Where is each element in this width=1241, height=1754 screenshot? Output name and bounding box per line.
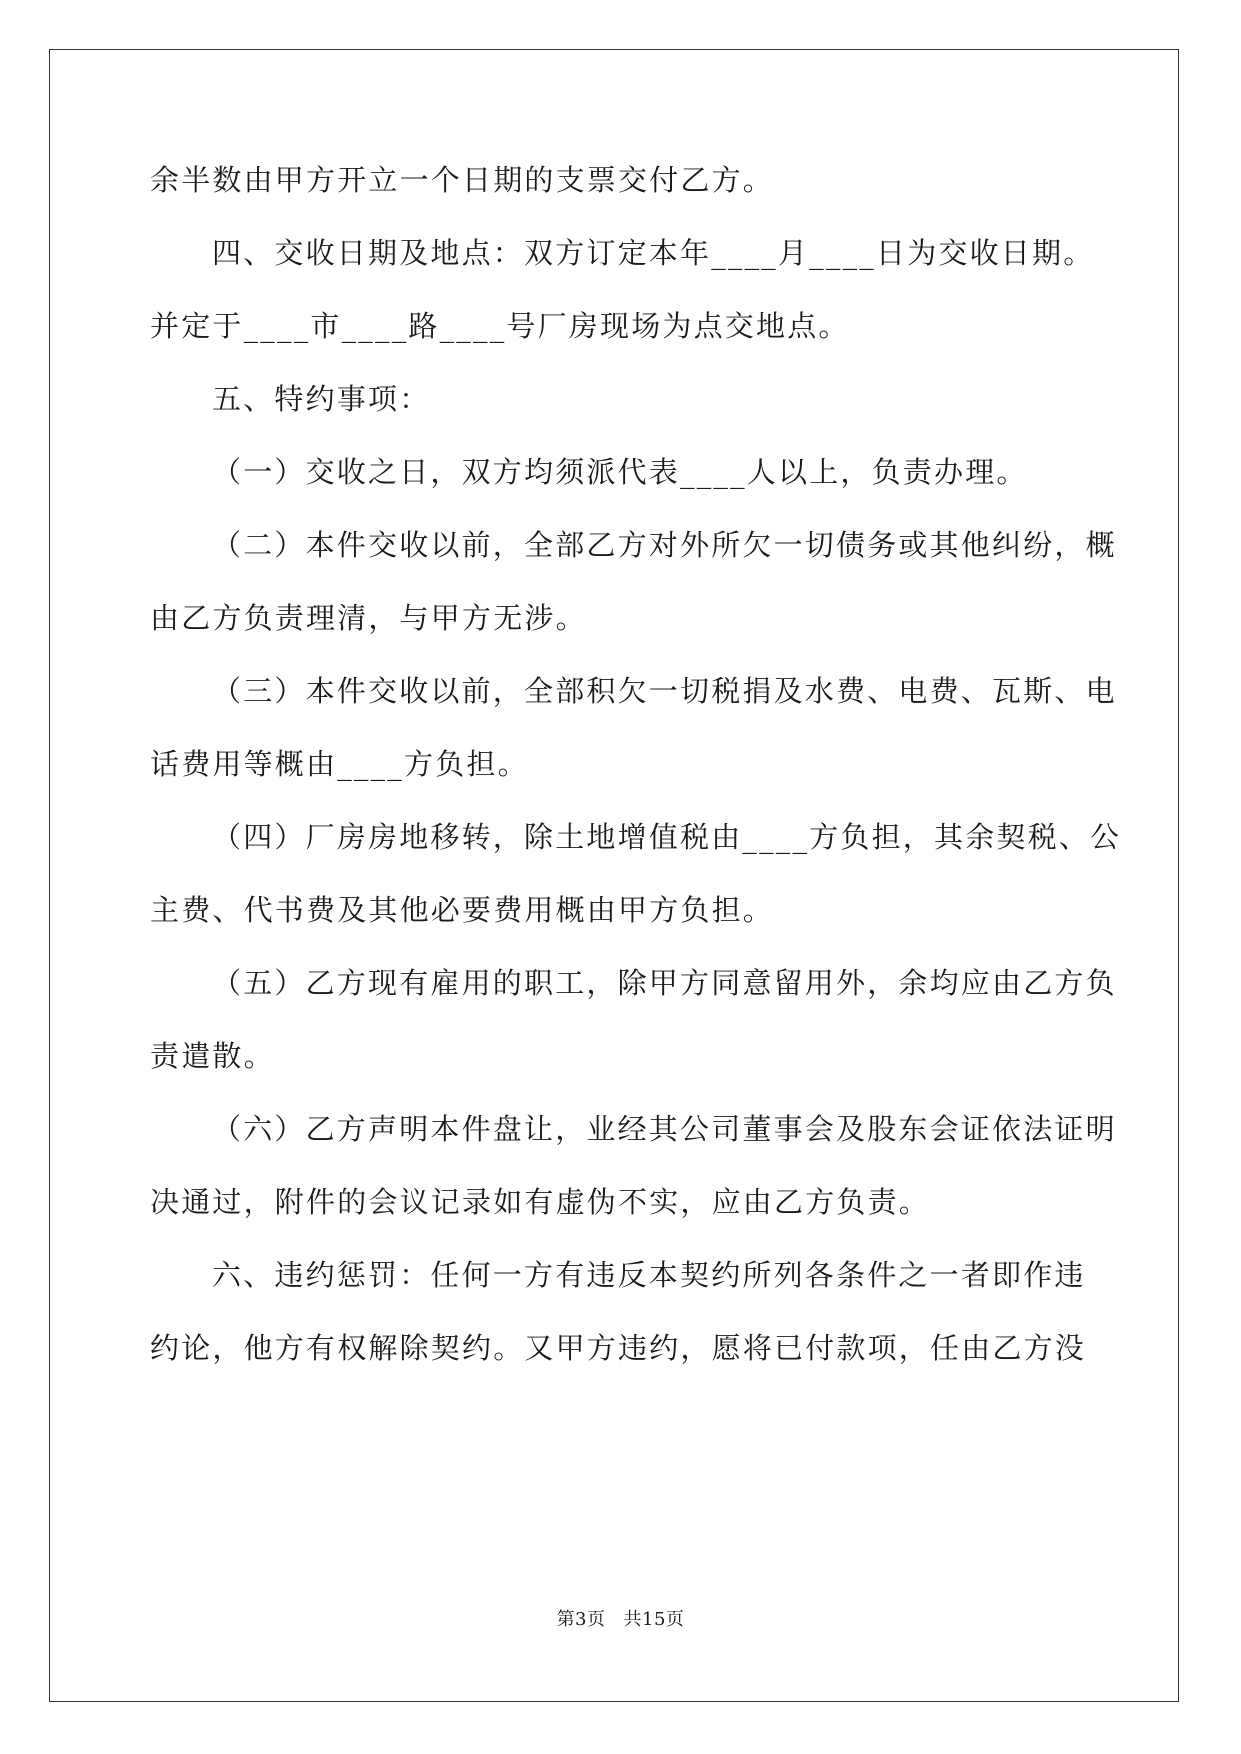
- text-line: 约论，他方有权解除契约。又甲方违约，愿将已付款项，任由乙方没: [150, 1331, 1087, 1365]
- text-line: （四）厂房房地移转，除土地增值税由____方负担，其余契税、公: [212, 820, 1122, 854]
- text-line: （三）本件交收以前，全部积欠一切税捐及水费、电费、瓦斯、电: [212, 674, 1117, 708]
- text-line: 主费、代书费及其他必要费用概由甲方负担。: [150, 893, 775, 927]
- text-line: 六、违约惩罚：任何一方有违反本契约所列各条件之一者即作违: [212, 1258, 1086, 1292]
- text-line: （五）乙方现有雇用的职工，除甲方同意留用外，余均应由乙方负: [212, 966, 1117, 1000]
- text-line: （六）乙方声明本件盘让，业经其公司董事会及股东会证依法证明: [212, 1112, 1117, 1146]
- page-footer: [0, 1608, 1241, 1632]
- text-line: 并定于____市____路____号厂房现场为点交地点。: [150, 309, 850, 343]
- text-line: 话费用等概由____方负担。: [150, 747, 529, 781]
- text-line: 四、交收日期及地点：双方订定本年____月____日为交收日期。: [212, 236, 1095, 270]
- text-line: 余半数由甲方开立一个日期的支票交付乙方。: [150, 163, 775, 197]
- text-line: 由乙方负责理清，与甲方无涉。: [150, 601, 587, 635]
- text-line: 决通过，附件的会议记录如有虚伪不实，应由乙方负责。: [150, 1185, 931, 1219]
- page-number: 第3页: [556, 1609, 606, 1630]
- text-line: 责遣散。: [150, 1039, 275, 1073]
- page-border: [49, 49, 1179, 1702]
- page-total: 共15页: [623, 1609, 685, 1630]
- section-heading: 五、特约事项：: [212, 382, 431, 416]
- text-line: （二）本件交收以前，全部乙方对外所欠一切债务或其他纠纷，概: [212, 528, 1117, 562]
- text-line: （一）交收之日，双方均须派代表____人以上，负责办理。: [212, 455, 1028, 489]
